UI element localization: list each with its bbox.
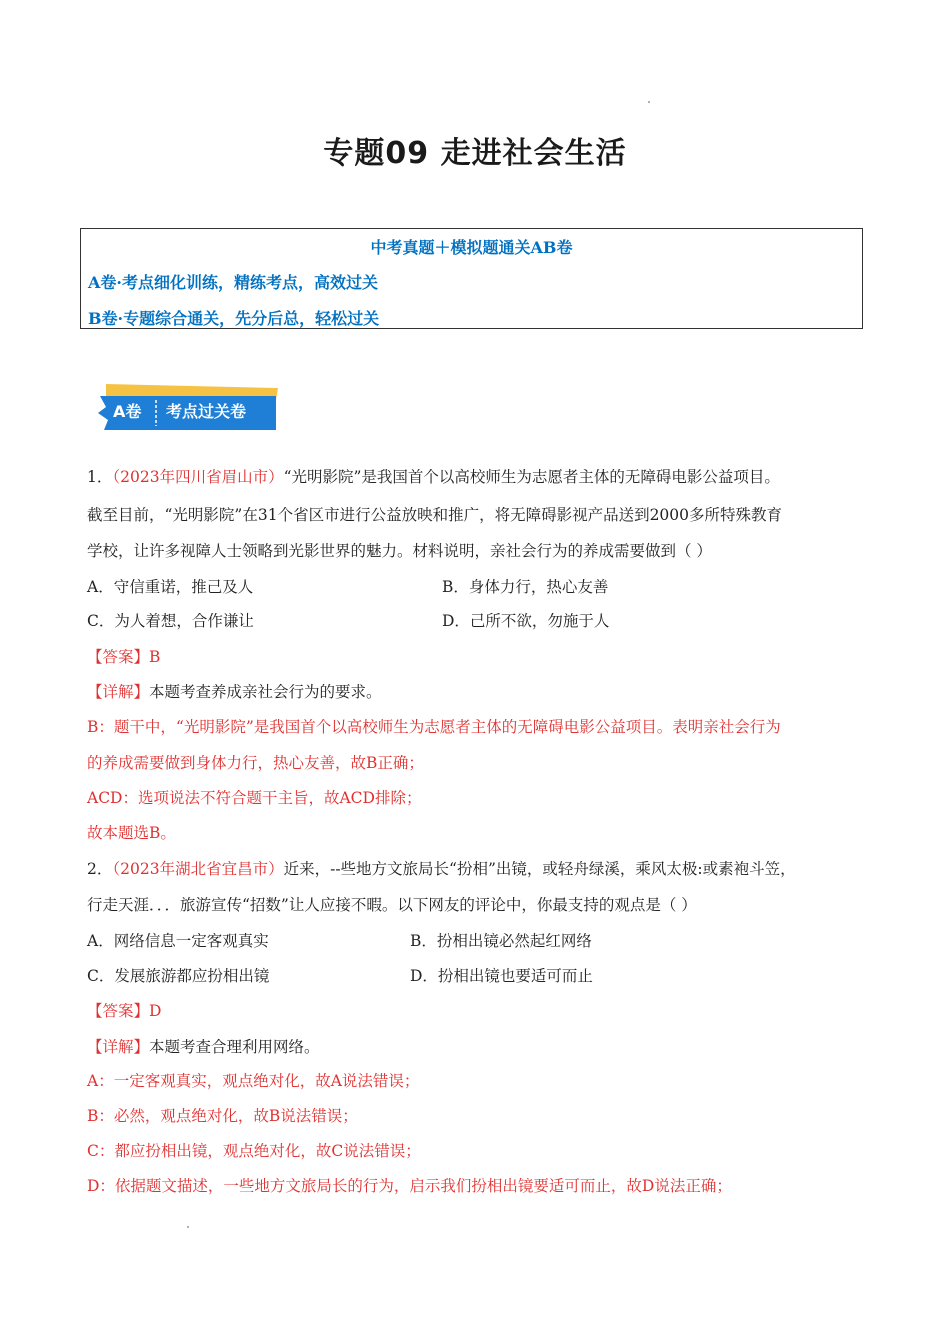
speck-mark [648, 101, 650, 103]
q1-source: （2023年四川省眉山市） [112, 468, 284, 486]
q1-option-d: D．己所不欲，勿施于人 [442, 612, 610, 630]
q2-stem-line2: 行走天涯．．．旅游宣传“招数”让人应接不暇。以下网友的评论中，你最支持的观点是（ ） [87, 896, 697, 914]
q2-detail-text: 本题考查合理利用网络。 [149, 1038, 320, 1056]
q1-answer [87, 647, 160, 667]
q2-option-a: A．网络信息一定客观真实 [87, 932, 269, 950]
speck-mark [187, 1226, 189, 1228]
q2-explain-3: C：都应扮相出镜，观点绝对化，故C说法错误； [87, 1142, 421, 1160]
q2-stem-text: 近来，--些地方文旅局长“扮相”出镜，或轻舟绿溪，乘风太极:或素袍斗笠， [283, 860, 796, 878]
q2-explain-1: A：一定客观真实，观点绝对化，故A说法错误； [87, 1072, 420, 1090]
banner-label-b: 考点过关卷 [166, 402, 247, 421]
q1-explain-3: ACD：选项说法不符合题干主旨，故ACD排除； [87, 789, 422, 807]
q2-option-c: C．发展旅游都应扮相出镜 [87, 967, 270, 985]
intro-line-b: B卷·专题综合通关，先分后总，轻松过关 [88, 309, 380, 328]
q1-detail-label: 【详解】 [87, 683, 150, 701]
intro-box [80, 228, 863, 329]
q1-detail-text: 本题考查养成亲社会行为的要求。 [149, 683, 382, 701]
q1-explain-4: 故本题选B。 [87, 824, 176, 842]
q1-detail [87, 682, 382, 702]
q2-answer-label: 【答案】 [87, 1002, 150, 1020]
q1-explain-1: B：题干中，“光明影院”是我国首个以高校师生为志愿者主体的无障碍电影公益项目。表明亲社会行为 [87, 718, 781, 736]
q2-option-d: D．扮相出镜也要适可而止 [410, 967, 593, 985]
q1-option-b: B．身体力行，热心友善 [442, 578, 609, 596]
page-title: 专题09 走进社会生活 [323, 136, 627, 171]
intro-heading: 中考真题＋模拟题通关AB卷 [370, 238, 573, 257]
q1-explain-2: 的养成需要做到身体力行，热心友善，故B正确； [87, 754, 424, 772]
q2-number: 2． [87, 860, 113, 878]
q2-explain-2: B：必然，观点绝对化，故B说法错误； [87, 1107, 358, 1125]
banner-label-a: A卷 [113, 402, 142, 421]
q1-stem-line3: 学校，让许多视障人士领略到光影世界的魅力。材料说明，亲社会行为的养成需要做到（ ） [87, 542, 712, 560]
q1-stem-line1 [87, 467, 780, 487]
q2-option-b: B．扮相出镜必然起红网络 [410, 932, 592, 950]
intro-line-a: A卷·考点细化训练，精练考点，高效过关 [88, 273, 378, 292]
q2-answer-value: D [149, 1002, 162, 1020]
q1-answer-label: 【答案】 [87, 648, 150, 666]
q1-option-a: A．守信重诺，推己及人 [87, 578, 254, 596]
q2-answer [87, 1001, 161, 1021]
q2-explain-4: D：依据题文描述，一些地方文旅局长的行为，启示我们扮相出镜要适可而止，故D说法正确； [87, 1177, 732, 1195]
q1-stem-line2: 截至目前，“光明影院”在31个省区市进行公益放映和推广，将无障碍影视产品送到2000多所特殊教育 [87, 506, 783, 524]
q1-stem-text: “光明影院”是我国首个以高校师生为志愿者主体的无障碍电影公益项目。 [283, 468, 780, 486]
q1-answer-value: B [149, 648, 161, 666]
section-banner [96, 380, 280, 432]
q2-detail [87, 1037, 320, 1057]
q1-number: 1． [87, 468, 113, 486]
q2-stem-line1 [87, 859, 796, 879]
q2-detail-label: 【详解】 [87, 1038, 150, 1056]
q2-source: （2023年湖北省宜昌市） [112, 860, 284, 878]
q1-option-c: C．为人着想，合作谦让 [87, 612, 254, 630]
